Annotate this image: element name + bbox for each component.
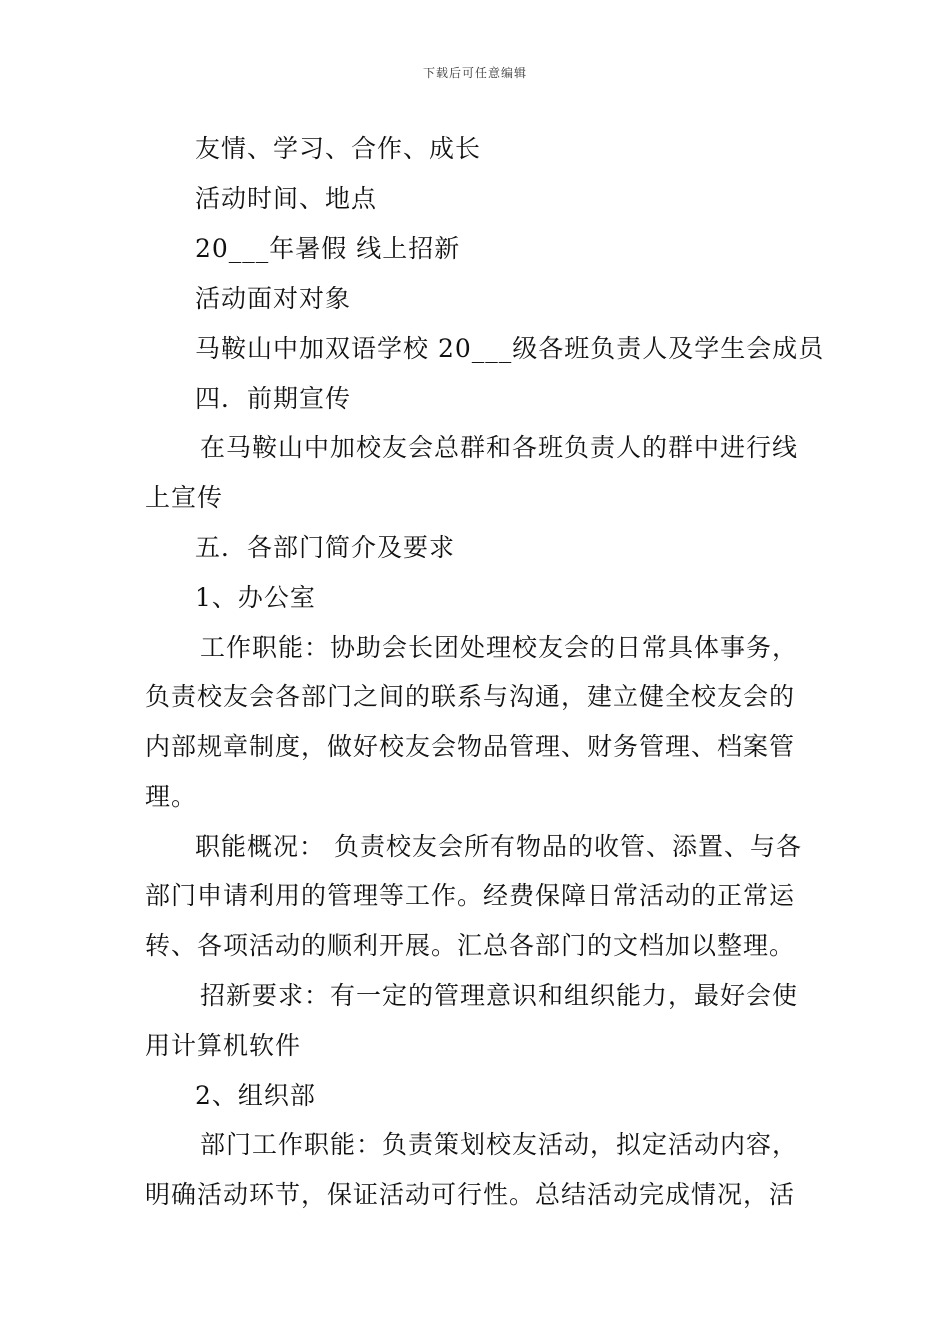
text-line: 理。 (145, 782, 198, 811)
text-line: 部门申请利用的管理等工作。经费保障日常活动的正常运 (145, 881, 796, 910)
section-heading: 四．前期宣传 (195, 384, 352, 413)
text-line: 友情、学习、合作、成长 (195, 134, 482, 163)
text-line: 明确活动环节，保证活动可行性。总结活动完成情况，活 (145, 1180, 796, 1209)
text-line: 活动时间、地点 (195, 184, 378, 213)
text-line: 转、各项活动的顺利开展。汇总各部门的文档加以整理。 (145, 931, 796, 960)
section-heading: 五．各部门简介及要求 (195, 533, 456, 562)
text-line: 职能概况： 负责校友会所有物品的收管、添置、与各 (195, 832, 802, 861)
text-line: 招新要求：有一定的管理意识和组织能力，最好会使 (200, 981, 799, 1010)
text-line: 马鞍山中加双语学校 20___级各班负责人及学生会成员 (195, 334, 825, 363)
subsection-heading: 1、办公室 (195, 583, 316, 612)
text-line: 20___年暑假 线上招新 (195, 234, 461, 263)
text-line: 工作职能：协助会长团处理校友会的日常具体事务， (200, 633, 799, 662)
text-line: 用计算机软件 (145, 1031, 302, 1060)
subsection-heading: 2、组织部 (195, 1081, 316, 1110)
text-line: 上宣传 (145, 483, 224, 512)
text-line: 活动面对对象 (195, 284, 352, 313)
page-header-note: 下载后可任意编辑 (422, 66, 527, 80)
text-line: 部门工作职能：负责策划校友活动，拟定活动内容， (200, 1130, 799, 1159)
text-line: 内部规章制度，做好校友会物品管理、财务管理、档案管 (145, 732, 796, 761)
text-line: 负责校友会各部门之间的联系与沟通，建立健全校友会的 (145, 682, 796, 711)
text-line: 在马鞍山中加校友会总群和各班负责人的群中进行线 (200, 433, 799, 462)
